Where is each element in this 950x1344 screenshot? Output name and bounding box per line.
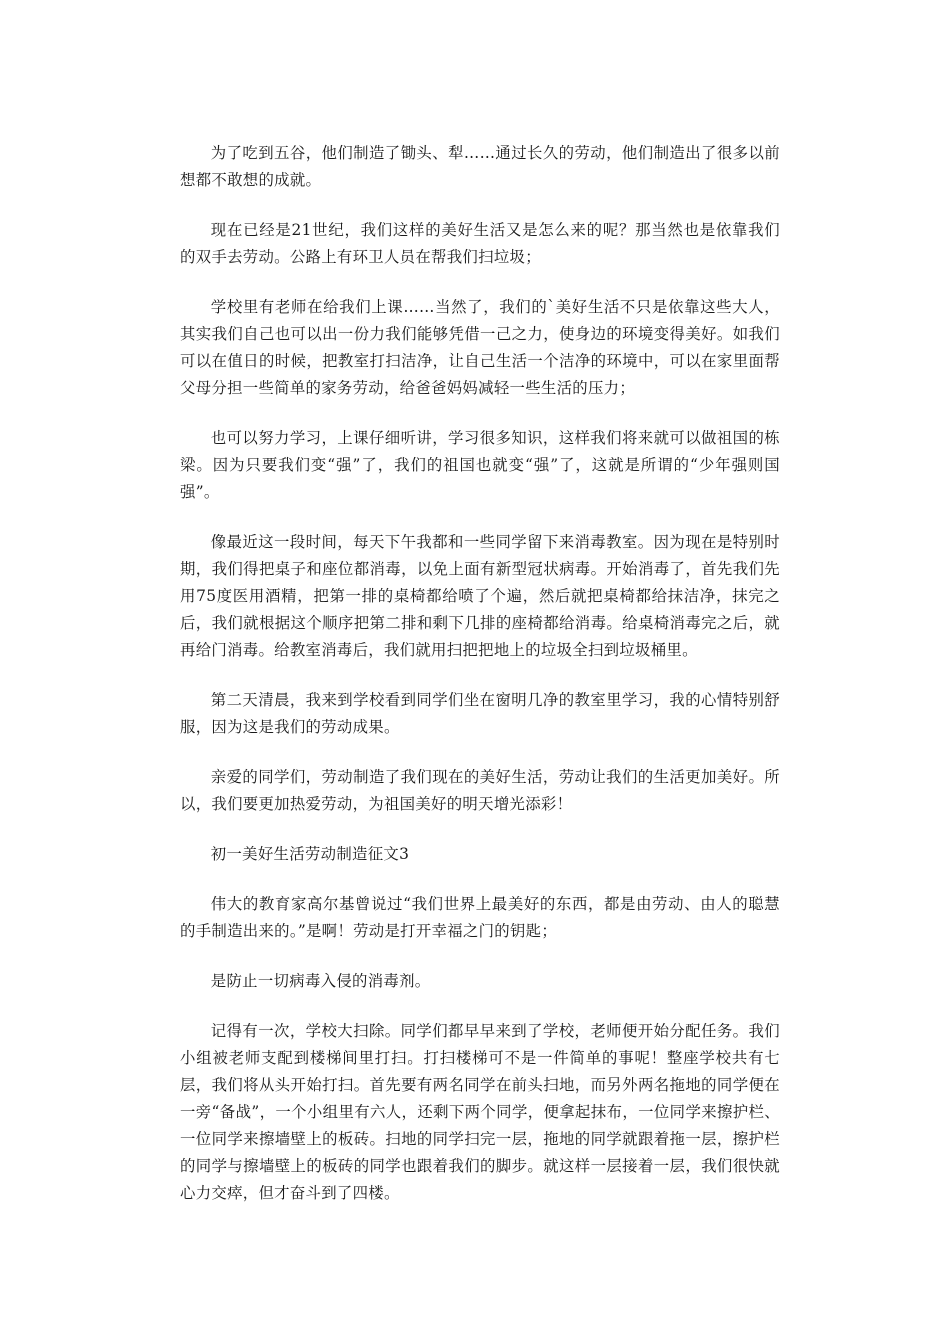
paragraph-school-cleanup: 记得有一次，学校大扫除。同学们都早早来到了学校，老师便开始分配任务。我们小组被老师支配到楼梯间里打扫。打扫楼梯可不是一件简单的事呢！整座学校共有七层，我们将从头开始打扫。首先要有两名同学在前头扫地，而另外两名拖地的同学便在一旁“备战”，一个小组里有六人，还剩下两个同学，便拿起抹布，一位同学来擦护栏、一位同学来擦墙壁上的板砖。扫地的同学扫完一层，拖地的同学就跟着拖一层，擦护栏的同学与擦墙壁上的板砖的同学也跟着我们的脚步。就这样一层接着一层，我们很快就心力交瘁，但才奋斗到了四楼。 (180, 1022, 780, 1202)
paragraph-ancestors-tools: 为了吃到五谷，他们制造了锄头、犁……通过长久的劳动，他们制造出了很多以前想都不敢想的成就。 (180, 144, 780, 189)
paragraph-21st-century: 现在已经是21世纪，我们这样的美好生活又是怎么来的呢？那当然也是依靠我们的双手去劳动。公路上有环卫人员在帮我们扫垃圾； (180, 221, 780, 266)
paragraph-gorky-quote: 伟大的教育家高尔基曾说过“我们世界上最美好的东西，都是由劳动、由人的聪慧的手制造出来的。”是啊！劳动是打开幸福之门的钥匙； (180, 895, 780, 940)
document-page (180, 140, 780, 1230)
paragraph-teachers-and-us: 学校里有老师在给我们上课……当然了，我们的`美好生活不只是依靠这些大人，其实我们自己也可以出一份力我们能够凭借一己之力，使身边的环境变得美好。如我们可以在值日的时候，把教室打扫洁净，让自己生活一个洁净的环境中，可以在家里面帮父母分担一些简单的家务劳动，给爸爸妈妈减轻一些生活的压力； (180, 298, 780, 397)
paragraph-disinfectant: 是防止一切病毒入侵的消毒剂。 (210, 972, 431, 990)
paragraph-dear-classmates: 亲爱的同学们，劳动制造了我们现在的美好生活，劳动让我们的生活更加美好。所以，我们要更加热爱劳动，为祖国美好的明天增光添彩！ (180, 768, 780, 813)
paragraph-next-morning: 第二天清晨，我来到学校看到同学们坐在窗明几净的教室里学习，我的心情特别舒服，因为这是我们的劳动成果。 (180, 691, 780, 736)
essay-heading: 初一美好生活劳动制造征文3 (210, 845, 410, 863)
paragraph-disinfect-classroom: 像最近这一段时间，每天下午我都和一些同学留下来消毒教室。因为现在是特别时期，我们得把桌子和座位都消毒，以免上面有新型冠状病毒。开始消毒了，首先我们先用75度医用酒精，把第一排的桌椅都给喷了个遍，然后就把桌椅都给抹洁净，抹完之后，我们就根据这个顺序把第二排和剩下几排的座椅都给消毒。给桌椅消毒完之后，就再给门消毒。给教室消毒后，我们就用扫把把地上的垃圾全扫到垃圾桶里。 (180, 533, 780, 659)
paragraph-study-hard: 也可以努力学习，上课仔细听讲，学习很多知识，这样我们将来就可以做祖国的栋梁。因为只要我们变“强”了，我们的祖国也就变“强”了，这就是所谓的“少年强则国强”。 (180, 429, 780, 501)
